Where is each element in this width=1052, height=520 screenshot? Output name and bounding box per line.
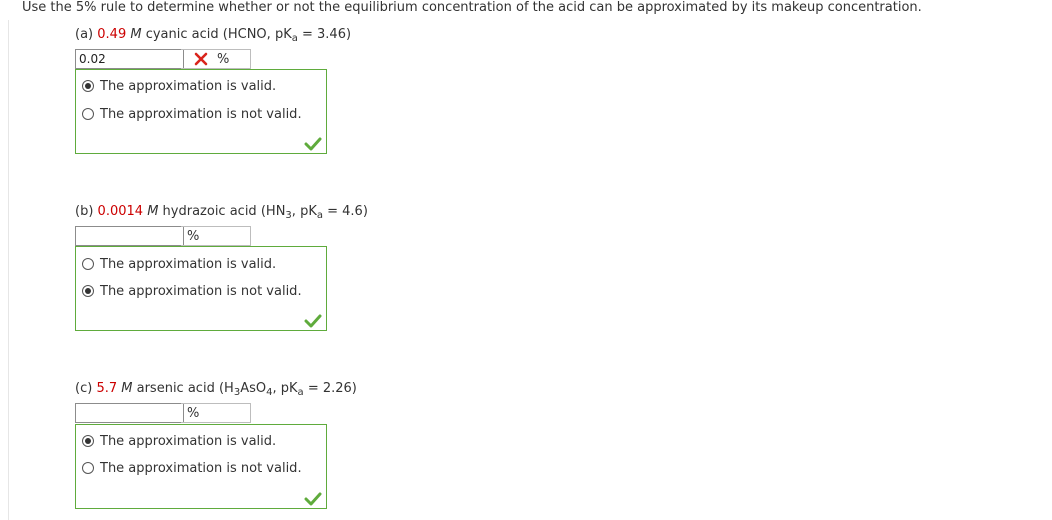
part-a-acid-name: cyanic acid: [145, 27, 219, 42]
part-c-prompt: (c) 5.7 M arsenic acid ($H_3AsO_4$, $pK_a = 2.26$): [75, 381, 357, 398]
part-b-pka-label: pK: [300, 204, 317, 219]
option-label: The approximation is valid.: [100, 434, 277, 449]
part-c-formula-aso: AsO: [240, 381, 267, 396]
radio-selected-icon[interactable]: [82, 285, 94, 297]
part-a-concentration: 0.49: [97, 27, 127, 42]
part-b-prompt: (b) 0.0014 M hydrazoic acid ($HN_3$, $pK_a = 4.6$): [75, 204, 368, 221]
part-a-choice-box: [75, 69, 327, 154]
radio-selected-icon[interactable]: [82, 80, 94, 92]
part-b-concentration: 0.0014: [97, 204, 144, 219]
part-b-formula: HN: [265, 204, 286, 219]
incorrect-x-icon: [194, 52, 208, 66]
part-a-answer-input[interactable]: [75, 49, 184, 69]
part-a-pka-label: pK: [274, 27, 292, 42]
part-a-percent-unit: %: [217, 52, 230, 67]
part-c-formula-sub-1: 3: [233, 387, 241, 398]
part-c-percent-unit: %: [187, 406, 200, 421]
part-c-unit-box: [181, 403, 251, 423]
part-b-percent-unit: %: [187, 229, 200, 244]
instructions-text: Use the 5% rule to determine whether or not the equilibrium concentration of the acid can be approximated by its makeup concentration.: [22, 0, 922, 15]
correct-check-icon: [304, 137, 322, 151]
part-c-acid-name: arsenic acid: [136, 381, 215, 396]
option-label: The approximation is not valid.: [100, 461, 302, 476]
part-a-pka-value: = 3.46): [302, 27, 352, 42]
part-c-letter: (c): [75, 381, 93, 396]
option-label: The approximation is valid.: [100, 79, 277, 94]
part-c-pka-sub: a: [297, 387, 304, 398]
part-b-choice-box: [75, 246, 327, 331]
part-b-pka-sub: a: [316, 210, 323, 221]
part-c-choice-box: [75, 424, 327, 509]
radio-unselected-icon[interactable]: [82, 258, 94, 270]
option-label: The approximation is not valid.: [100, 107, 302, 122]
part-c-formula-h: H: [224, 381, 234, 396]
part-a-pka-sub: a: [291, 33, 298, 44]
option-label: The approximation is not valid.: [100, 284, 302, 299]
part-a-molar-unit: M: [130, 27, 142, 42]
radio-selected-icon[interactable]: [82, 435, 94, 447]
part-b-pka-value: = 4.6): [327, 204, 368, 219]
left-border-rule: [8, 20, 9, 520]
correct-check-icon: [304, 314, 322, 328]
radio-unselected-icon[interactable]: [82, 462, 94, 474]
correct-check-icon: [304, 492, 322, 506]
part-c-concentration: 5.7: [96, 381, 118, 396]
part-c-pka-value: = 2.26): [307, 381, 357, 396]
part-c-pka-label: pK: [280, 381, 298, 396]
part-b-formula-sub: 3: [285, 210, 292, 221]
radio-unselected-icon[interactable]: [82, 108, 94, 120]
part-c-formula-sub-2: 4: [266, 387, 273, 398]
part-b-acid-name: hydrazoic acid: [162, 204, 257, 219]
part-c-molar-unit: M: [121, 381, 133, 396]
part-c-answer-input[interactable]: [75, 403, 184, 423]
part-a-letter: (a): [75, 27, 94, 42]
part-b-unit-box: [181, 226, 251, 246]
part-b-letter: (b): [75, 204, 94, 219]
part-b-answer-input[interactable]: [75, 226, 184, 246]
part-b-molar-unit: M: [147, 204, 159, 219]
part-a-prompt: (a) 0.49 M cyanic acid (HCNO, $pK_a = 3.46$): [75, 27, 352, 44]
part-a-unit-box: [181, 49, 251, 69]
part-a-formula: HCNO: [227, 27, 267, 42]
option-label: The approximation is valid.: [100, 257, 277, 272]
